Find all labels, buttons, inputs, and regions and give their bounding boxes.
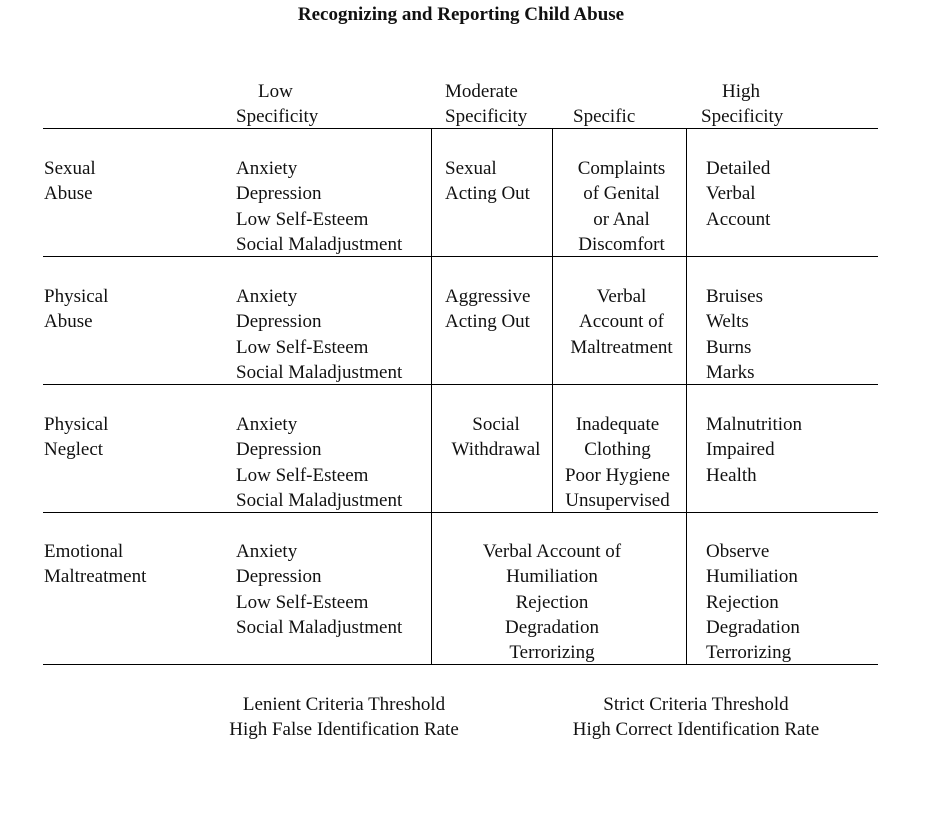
- indicator: or Anal: [593, 208, 650, 230]
- indicator: Degradation: [706, 616, 800, 638]
- row-1-moderate: [445, 156, 530, 207]
- header-high-specificity: [701, 79, 783, 129]
- row-1-category: [44, 156, 96, 207]
- header-high-line-1: High: [722, 81, 760, 102]
- row-3-low: [236, 412, 402, 513]
- indicator: Unsupervised: [565, 489, 670, 511]
- indicator: of Genital: [583, 183, 660, 205]
- indicator: Verbal: [706, 183, 756, 205]
- indicator: Marks: [706, 361, 755, 383]
- indicator: Low Self-Esteem: [236, 336, 369, 358]
- indicator: Degradation: [505, 616, 599, 638]
- indicator: Social Maladjustment: [236, 489, 403, 511]
- indicator: Social Maladjustment: [236, 233, 403, 255]
- indicator: Anxiety: [236, 158, 298, 179]
- indicator: Impaired: [706, 439, 775, 461]
- indicator: Depression: [236, 566, 322, 588]
- row-3-category: [44, 412, 108, 463]
- row-2-moderate: [445, 284, 530, 335]
- header-specific: [573, 104, 635, 129]
- header-high-line-2: Specificity: [701, 106, 784, 127]
- indicator: Depression: [236, 439, 322, 461]
- indicator: Depression: [236, 311, 322, 333]
- indicator: Terrorizing: [706, 642, 792, 664]
- header-moderate-line-1: Moderate: [445, 81, 518, 102]
- category-line: Neglect: [44, 439, 104, 461]
- footer-line: Strict Criteria Threshold: [603, 694, 789, 715]
- header-low-line-2: Specificity: [236, 106, 319, 127]
- indicator: Observe: [706, 541, 770, 562]
- row-1-high: [706, 156, 770, 232]
- indicator: Malnutrition: [706, 414, 803, 435]
- category-line: Emotional: [44, 541, 124, 562]
- strict-threshold-note: [548, 692, 844, 742]
- row-2-high: [706, 284, 763, 385]
- indicator: Humiliation: [706, 566, 798, 588]
- category-line: Abuse: [44, 311, 93, 333]
- header-moderate-specificity: [445, 79, 527, 129]
- indicator: Depression: [236, 183, 322, 205]
- row-2-low: [236, 284, 402, 385]
- page-title: Recognizing and Reporting Child Abuse: [297, 4, 625, 25]
- header-moderate-line-2: Specificity: [445, 106, 528, 127]
- indicator: Sexual: [445, 158, 497, 179]
- divider-col-moderate: [431, 128, 432, 665]
- row-4-high: [706, 539, 800, 665]
- indicator: Account: [706, 208, 771, 230]
- row-1-low: [236, 156, 402, 257]
- row-3-high: [706, 412, 802, 488]
- indicator: Poor Hygiene: [564, 464, 670, 486]
- indicator: Social Maladjustment: [236, 616, 403, 638]
- indicator: Rejection: [515, 591, 589, 613]
- header-specific-line-1: Specific: [573, 106, 636, 127]
- category-line: Sexual: [44, 158, 96, 179]
- indicator: Withdrawal: [451, 439, 541, 461]
- header-low-line-1: Low: [258, 81, 293, 102]
- footer-line: High Correct Identification Rate: [572, 719, 820, 740]
- indicator: Health: [706, 464, 757, 486]
- indicator: Low Self-Esteem: [236, 464, 369, 486]
- indicator: Maltreatment: [570, 336, 673, 358]
- category-line: Abuse: [44, 183, 93, 205]
- category-line: Physical: [44, 414, 109, 435]
- indicator: Inadequate: [575, 414, 660, 435]
- indicator: Verbal: [596, 286, 647, 307]
- indicator: Low Self-Esteem: [236, 591, 369, 613]
- row-3-specific: [551, 412, 684, 513]
- indicator: Verbal Account of: [482, 541, 622, 562]
- indicator: Social: [472, 414, 520, 435]
- indicator: Anxiety: [236, 414, 298, 435]
- indicator: Complaints: [577, 158, 666, 179]
- footer-line: High False Identification Rate: [229, 719, 459, 740]
- indicator: Burns: [706, 336, 752, 358]
- indicator: Account of: [579, 311, 664, 333]
- header-low-specificity: [236, 79, 318, 129]
- indicator: Welts: [706, 311, 749, 333]
- row-2-category: [44, 284, 108, 335]
- category-line: Physical: [44, 286, 109, 307]
- indicator: Discomfort: [578, 233, 665, 255]
- indicator: Anxiety: [236, 541, 298, 562]
- indicator: Rejection: [706, 591, 779, 613]
- indicator: Humiliation: [506, 566, 598, 588]
- indicator: Acting Out: [445, 183, 530, 205]
- row-4-low: [236, 539, 402, 640]
- category-line: Maltreatment: [44, 566, 147, 588]
- divider-row-3: [43, 512, 878, 513]
- row-1-specific: [555, 156, 688, 257]
- footer-line: Lenient Criteria Threshold: [242, 694, 446, 715]
- indicator: Detailed: [706, 158, 771, 179]
- indicator: Bruises: [706, 286, 763, 307]
- lenient-threshold-note: [204, 692, 484, 742]
- indicator: Aggressive: [445, 286, 531, 307]
- row-3-moderate: [440, 412, 552, 463]
- indicator: Acting Out: [445, 311, 530, 333]
- row-2-specific: [555, 284, 688, 360]
- indicator: Clothing: [584, 439, 651, 461]
- row-4-moderate-specific: [442, 539, 662, 665]
- indicator: Terrorizing: [509, 642, 595, 664]
- divider-header: [43, 128, 878, 129]
- row-4-category: [44, 539, 146, 590]
- indicator: Low Self-Esteem: [236, 208, 369, 230]
- indicator: Anxiety: [236, 286, 298, 307]
- divider-row-1: [43, 256, 878, 257]
- indicator: Social Maladjustment: [236, 361, 403, 383]
